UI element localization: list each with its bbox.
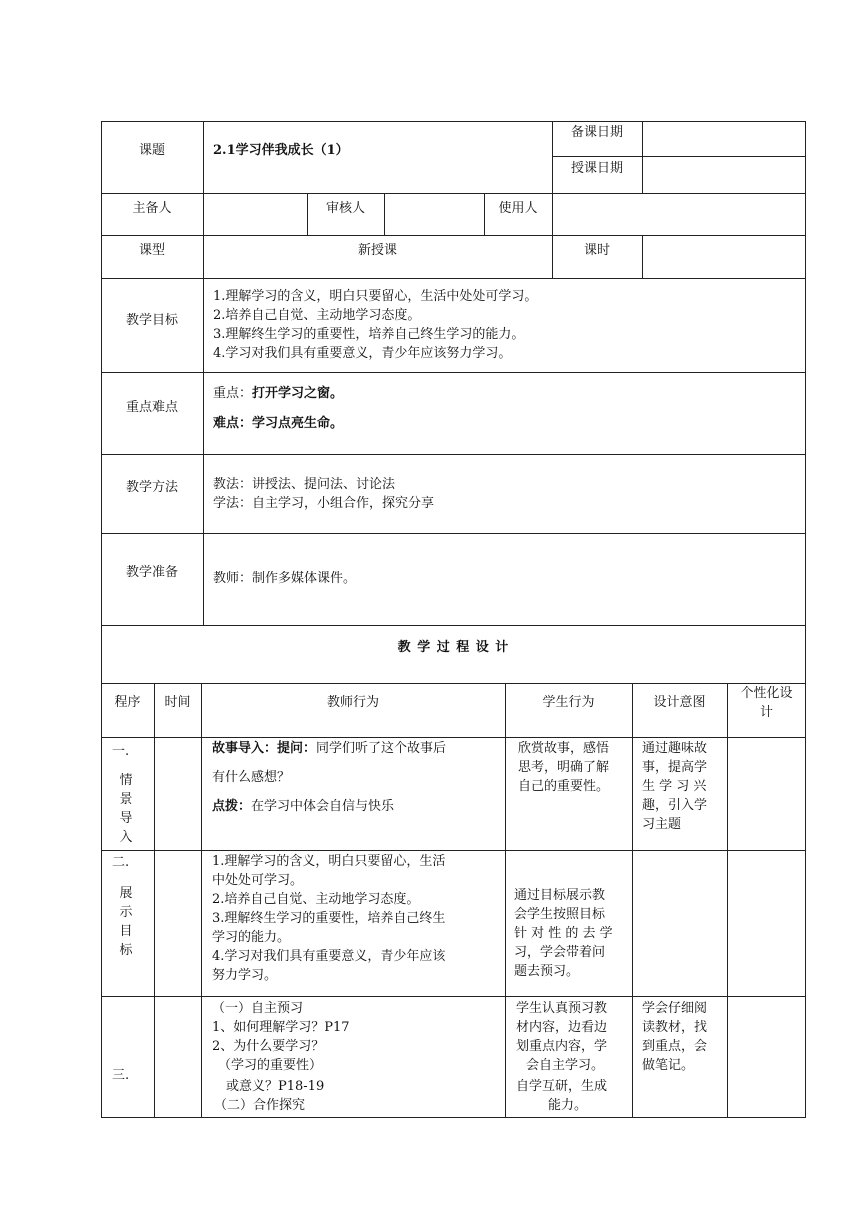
difficulty-line [213, 414, 343, 433]
step2-name [106, 884, 146, 960]
line [642, 235, 643, 279]
step1-num: 一. [112, 744, 130, 759]
line [101, 278, 806, 279]
col-student: 学生行为 [542, 695, 595, 710]
col-custom-2: 计 [759, 705, 773, 720]
line [154, 683, 155, 1118]
step3-teacher-line: 或意义？P18-19 [226, 1079, 325, 1094]
step1-char: 景 [119, 792, 133, 807]
line [101, 121, 102, 1118]
step2-char: 展 [119, 886, 133, 901]
step2-teacher-line: 中处处可学习。 [212, 873, 304, 888]
teaching-method: 教法：讲授法、提问法、讨论法 [213, 477, 396, 492]
col-teacher: 教师行为 [326, 695, 379, 710]
step1-intent-line: 事，提高学 [642, 760, 708, 775]
teach-date-label: 授课日期 [570, 161, 623, 176]
class-hours-label: 课时 [583, 243, 610, 258]
topic-label: 课题 [138, 143, 165, 158]
line [505, 683, 506, 1118]
line [101, 235, 806, 236]
goal-item: 3.理解终生学习的重要性，培养自己终生学习的能力。 [213, 327, 525, 342]
line [101, 533, 806, 534]
step2-teacher-line: 学习的能力。 [212, 930, 291, 945]
step1-teacher-text: 在学习中体会自信与快乐 [251, 799, 395, 814]
step2-char: 标 [119, 943, 133, 958]
step1-char: 导 [119, 811, 133, 826]
line [101, 850, 806, 851]
step2-teacher-line: 努力学习。 [212, 968, 278, 983]
goal-item: 4.学习对我们具有重要意义，青少年应该努力学习。 [213, 346, 512, 361]
goal-item: 2.培养自己自觉、主动地学习态度。 [213, 308, 421, 323]
step1-teacher-text: 同学们听了这个故事后 [316, 741, 447, 756]
line [101, 1117, 806, 1118]
step3-student-line: 学生认真预习教 [516, 1001, 608, 1016]
line [101, 193, 806, 194]
key-points-label: 重点难点 [125, 400, 178, 415]
line [101, 625, 806, 626]
step2-student-line: 针 对 性 的 去 学 [514, 926, 613, 941]
step2-student-line: 题去预习。 [514, 964, 580, 979]
line [101, 996, 806, 997]
process-title: 教 学 过 程 设 计 [397, 640, 510, 655]
step3-intent-line: 到重点，会 [642, 1039, 708, 1054]
difficulty-text: 学习点亮生命。 [252, 416, 344, 431]
step2-teacher-line: 4.学习对我们具有重要意义，青少年应该 [212, 949, 446, 964]
step1-teacher-line1 [212, 739, 446, 758]
step2-student-line: 习，学会带着问 [514, 945, 606, 960]
focus-text: 打开学习之窗。 [252, 386, 344, 401]
difficulty-prefix: 难点： [213, 416, 253, 431]
line [384, 193, 385, 236]
prep-date-label: 备课日期 [570, 125, 623, 140]
step3-teacher-line: 2、为什么要学习？ [212, 1039, 325, 1054]
step1-char: 情 [119, 773, 133, 788]
step2-char: 示 [119, 905, 133, 920]
line [101, 372, 806, 373]
lesson-type-value: 新授课 [357, 243, 397, 258]
step2-char: 目 [119, 924, 133, 939]
step3-student-line: 划重点内容，学 [516, 1039, 608, 1054]
col-custom: 个性化设 [740, 686, 793, 701]
reviewer-label: 审核人 [325, 201, 365, 216]
step1-teacher-bold: 故事导入：提问： [212, 741, 317, 756]
col-time: 时间 [164, 695, 191, 710]
line [101, 683, 806, 684]
step1-teacher-bold: 点拨： [212, 799, 252, 814]
line [201, 683, 202, 1118]
preparation-text: 教师：制作多媒体课件。 [213, 571, 357, 586]
step2-student-line: 会学生按照目标 [514, 907, 606, 922]
col-intent: 设计意图 [653, 695, 706, 710]
step1-name [106, 771, 146, 847]
step2-num: 二. [112, 855, 130, 870]
step3-teacher-line: （学习的重要性） [218, 1058, 323, 1073]
focus-prefix: 重点： [213, 386, 253, 401]
step3-teacher-line: 1、如何理解学习？P17 [212, 1020, 350, 1035]
step3-intent-line: 学会仔细阅 [642, 1001, 708, 1016]
user-label: 使用人 [498, 201, 538, 216]
goals-label: 教学目标 [125, 313, 178, 328]
step3-teacher-line: （二）合作探究 [214, 1098, 306, 1113]
step3-num: 三. [112, 1068, 130, 1083]
step1-intent-line: 生 学 习 兴 [642, 779, 707, 794]
step2-student-line: 通过目标展示教 [514, 888, 606, 903]
line [632, 683, 633, 1118]
line [642, 121, 643, 194]
step1-teacher-line3 [212, 797, 394, 816]
step1-student-line: 自己的重要性。 [518, 779, 610, 794]
step2-teacher-line: 1.理解学习的含义，明白只要留心，生活 [212, 854, 446, 869]
line [101, 737, 806, 738]
topic-value: 2.1学习伴我成长（1） [213, 143, 349, 158]
step3-student-line: 能力。 [548, 1098, 588, 1113]
focus-line [213, 384, 343, 403]
step3-intent-line: 做笔记。 [642, 1058, 695, 1073]
step3-student-line: 材内容，边看边 [516, 1020, 608, 1035]
step1-student-line: 思考，明确了解 [518, 760, 610, 775]
line [101, 121, 806, 122]
main-preparer-label: 主备人 [132, 201, 172, 216]
step1-intent-line: 通过趣味故 [642, 741, 708, 756]
step1-teacher-line2: 有什么感想？ [212, 770, 291, 785]
col-step: 程序 [114, 695, 141, 710]
lesson-type-label: 课型 [138, 243, 165, 258]
step2-teacher-line: 3.理解终生学习的重要性，培养自己终生 [212, 911, 446, 926]
step3-student-line: 会自主学习。 [526, 1058, 605, 1073]
step3-teacher-line: （一）自主预习 [212, 1001, 304, 1016]
line [805, 121, 806, 1118]
line [101, 454, 806, 455]
step3-intent-line: 读教材，找 [642, 1020, 708, 1035]
step1-intent-line: 习主题 [642, 817, 682, 832]
line [727, 683, 728, 1118]
line [203, 121, 204, 626]
step3-student-line: 自学互研，生成 [516, 1079, 608, 1094]
step1-intent-line: 趣，引入学 [642, 798, 708, 813]
step2-teacher-line: 2.培养自己自觉、主动地学习态度。 [212, 892, 420, 907]
learning-method: 学法：自主学习，小组合作，探究分享 [213, 496, 435, 511]
methods-label: 教学方法 [125, 480, 178, 495]
step1-char: 入 [119, 830, 133, 845]
line [552, 193, 553, 236]
preparation-label: 教学准备 [125, 565, 178, 580]
step1-student-line: 欣赏故事，感悟 [518, 741, 610, 756]
goal-item: 1.理解学习的含义，明白只要留心，生活中处处可学习。 [213, 289, 538, 304]
line [552, 156, 806, 157]
